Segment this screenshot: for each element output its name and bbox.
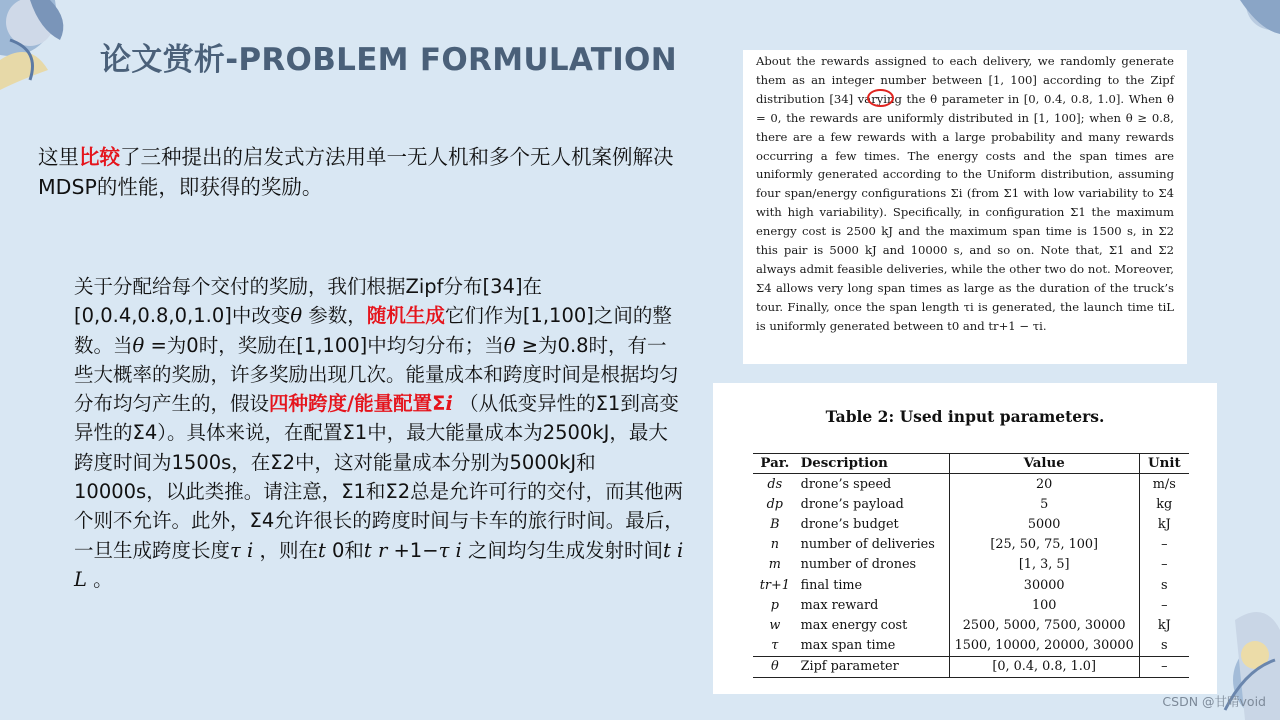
- table-row: [753, 575, 1189, 595]
- table-cell: ds: [767, 476, 783, 492]
- table-cell: [0, 0.4, 0.8, 1.0]: [949, 656, 1139, 677]
- t-r-symbol: t r: [363, 538, 388, 562]
- intro-paragraph: [38, 142, 678, 202]
- table-cell: s: [1160, 638, 1168, 654]
- table-cell: Zipf parameter: [797, 656, 950, 677]
- excerpt-citation: [34]: [829, 91, 854, 106]
- table-cell: drone’s payload: [800, 496, 904, 512]
- table-cell: max reward: [800, 597, 879, 613]
- table-row: [753, 615, 1189, 635]
- table-cell: 100: [949, 595, 1139, 615]
- column-header: Value: [949, 454, 1139, 474]
- table-row: [753, 514, 1189, 534]
- body-text-8: 0和: [325, 538, 364, 562]
- table-cell: 1500, 10000, 20000, 30000: [949, 636, 1139, 657]
- column-header: Par.: [753, 454, 797, 474]
- table-cell: p: [770, 597, 779, 613]
- table-cell: m/s: [1152, 476, 1176, 492]
- paper-excerpt-image: [743, 50, 1187, 364]
- body-text-10: 之间均匀生成发射时间: [461, 538, 663, 562]
- table-cell: 20: [949, 474, 1139, 495]
- table-row: [753, 656, 1189, 677]
- table-cell: w: [769, 617, 781, 633]
- intro-text-start: 这里: [38, 145, 79, 169]
- highlight-configurations: 四种跨度/能量配置Σ: [269, 392, 446, 416]
- theta-symbol: θ: [132, 333, 145, 357]
- table-cell: –: [1161, 557, 1168, 573]
- page-title: 论文赏析-PROBLEM FORMULATION: [100, 42, 677, 78]
- body-paragraph: [74, 272, 684, 594]
- table-cell: kJ: [1157, 617, 1171, 633]
- table-cell: max span time: [800, 638, 896, 654]
- table-row: [753, 535, 1189, 555]
- table-row: [753, 474, 1189, 495]
- intro-text-end: 了三种提出的启发式方法用单一无人机和多个无人机案例解决MDSP的性能，即获得的奖励。: [38, 145, 674, 199]
- excerpt-text-b: varying the θ parameter in [0, 0.4, 0.8, 1.0]. When θ = 0, the rewards are uniformly distributed in [1, 100]; when θ ≥ 0.8, there are a few rewards with a large probability and many rewards occurring a few times. The energy costs and the span times are uniformly generated according to the Uniform distribution, assuming four span/energy configurations Σi (from Σ1 with low variability to Σ4 with high variability). Specifically, in configuration Σ1 the maximum energy cost is 2500 kJ and the maximum span time is 1500 s, in Σ2 this pair is 5000 kJ and 10000 s, and so on. Note that, Σ1 and Σ2 always admit feasible deliveries, while the other two do not. Moreover, Σ4 allows very long span times as large as the duration of the truck’s tour. Finally, once the span length τi is generated, the launch time tiL is uniformly generated between t0 and tr+1 − τi.: [756, 91, 1174, 333]
- parameters-table: [753, 453, 1189, 678]
- flower-decoration-top-right: [1200, 0, 1280, 60]
- table-row: [753, 636, 1189, 657]
- table-cell: –: [1161, 597, 1168, 613]
- table-cell: dp: [766, 496, 783, 512]
- paper-excerpt-text: [756, 52, 1174, 336]
- body-text-7: ，则在: [253, 538, 318, 562]
- table-cell: –: [1161, 537, 1168, 553]
- table-cell: [25, 50, 75, 100]: [949, 535, 1139, 555]
- table-image: [713, 383, 1217, 694]
- table-cell: s: [1160, 577, 1168, 593]
- column-header: Description: [797, 454, 950, 474]
- table-cell: 30000: [949, 575, 1139, 595]
- table-header-row: [753, 454, 1189, 474]
- table-cell: 2500, 5000, 7500, 30000: [949, 615, 1139, 635]
- table-cell: number of deliveries: [800, 537, 935, 553]
- body-text-4: =为0时，奖励在[1,100]中均匀分布；当: [144, 333, 504, 357]
- body-text-2: 参数，: [302, 304, 367, 328]
- table-caption: Table 2: Used input parameters.: [825, 407, 1105, 426]
- table-cell: τ: [771, 638, 779, 654]
- intro-highlight: 比较: [79, 145, 120, 169]
- table-row: [753, 494, 1189, 514]
- table-cell: drone’s budget: [800, 516, 899, 532]
- table-cell: kJ: [1157, 516, 1171, 532]
- body-text-6: （从低变异性的Σ1到高变异性的Σ4）。具体来说，在配置Σ1中，最大能量成本为2500kJ，最大跨度时间为1500s，在Σ2中，这对能量成本分别为5000kJ和10000s，以此类推。请注意，Σ1和Σ2总是允许可行的交付，而其他两个则不允许。此外，Σ4允许很长的跨度时间与卡车的旅行时间。最后，一旦生成跨度长度: [74, 392, 684, 562]
- table-cell: tr+1: [759, 577, 790, 593]
- citation-circle-annotation: [867, 89, 894, 107]
- table-cell: n: [770, 537, 779, 553]
- table-cell: 5000: [949, 514, 1139, 534]
- excerpt-text-a: About the rewards assigned to each delivery, we randomly generate them as an integer number between [1, 100] according to the Zipf distribution: [756, 54, 1174, 106]
- table-cell: final time: [800, 577, 863, 593]
- table-cell: kg: [1156, 496, 1173, 512]
- table-row: [753, 595, 1189, 615]
- table-cell: max energy cost: [800, 617, 908, 633]
- watermark: CSDN @甘晴void: [1162, 694, 1266, 709]
- tau-i-symbol: τ i: [230, 538, 254, 562]
- table-cell: number of drones: [800, 557, 917, 573]
- body-text-5: ≥为0.8时，有一些大概率的奖励，许多奖励出现几次。能量成本和跨度时间是根据均匀分布均匀产生的，假设: [74, 333, 679, 416]
- body-text-3: 它们作为[1,100]之间的整数。当: [74, 304, 672, 357]
- table-cell: B: [770, 516, 780, 532]
- body-text-9: +1−: [387, 538, 439, 562]
- body-text-1: 关于分配给每个交付的奖励，我们根据Zipf分布[34]在[0,0.4,0.8,0,1.0]中改变: [74, 275, 543, 328]
- highlight-configurations-index: i: [445, 392, 453, 416]
- body-text-11: 。: [86, 567, 113, 591]
- table-cell: θ: [753, 656, 797, 677]
- column-header: Unit: [1139, 454, 1189, 474]
- table-cell: 5: [949, 494, 1139, 514]
- t-symbol: t: [317, 538, 326, 562]
- flower-decoration-top-left: [0, 0, 110, 110]
- t-i-l-symbol: t i L: [74, 538, 684, 591]
- theta-symbol: θ: [503, 333, 516, 357]
- theta-symbol: θ: [290, 304, 303, 328]
- table-row: [753, 555, 1189, 575]
- table-cell: m: [768, 557, 781, 573]
- highlight-random-generation: 随机生成: [366, 304, 445, 328]
- table-cell: [1, 3, 5]: [949, 555, 1139, 575]
- table-cell: drone’s speed: [800, 476, 892, 492]
- table-cell: –: [1139, 656, 1189, 677]
- tau-i-symbol: τ i: [438, 538, 462, 562]
